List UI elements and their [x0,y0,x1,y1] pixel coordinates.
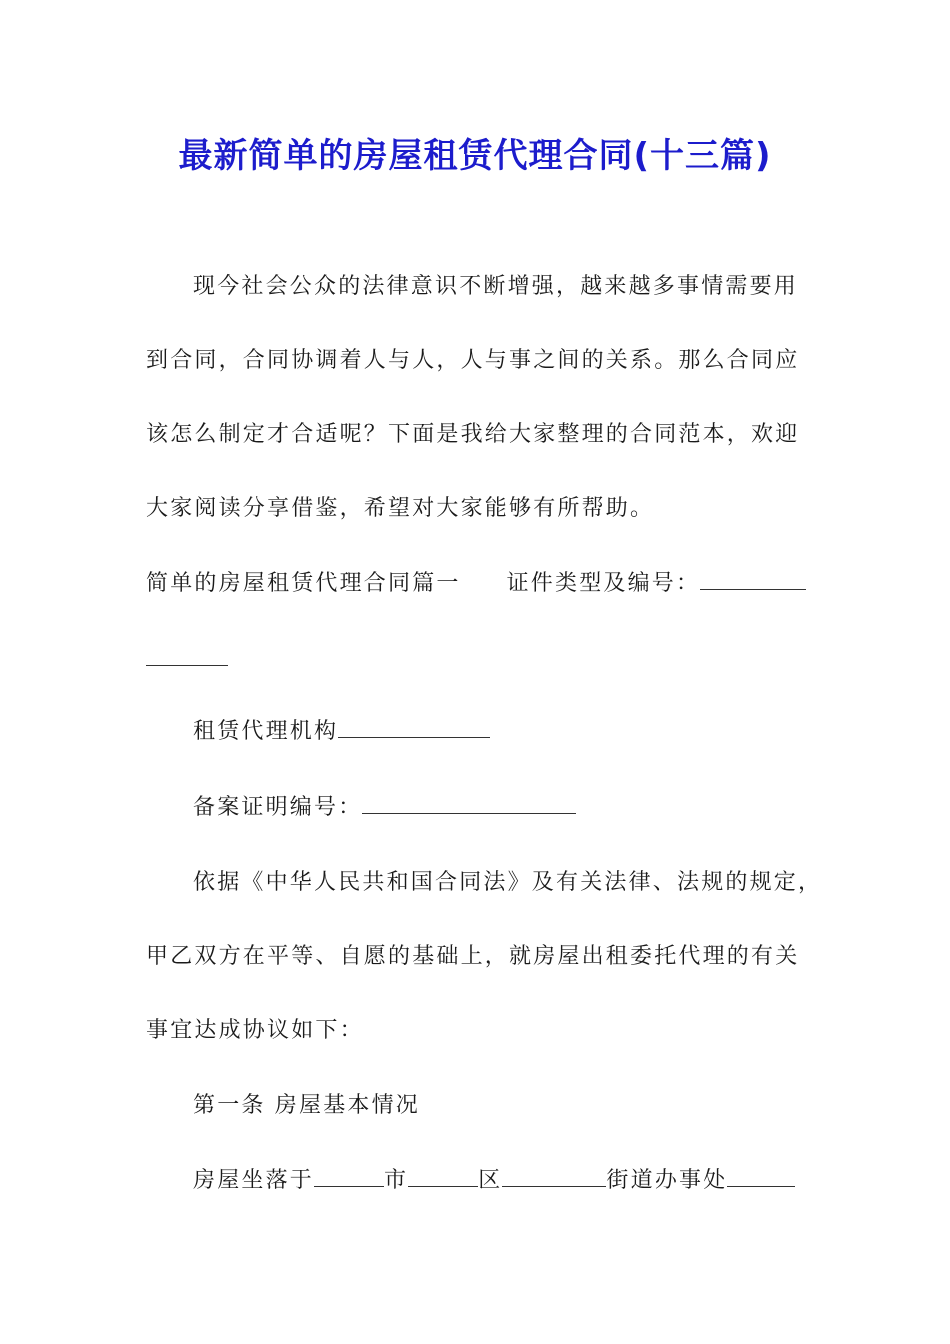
section-1-heading: 简单的房屋租赁代理合同篇一 [146,571,461,596]
agency-blank [338,719,490,738]
street-blank [502,1168,606,1187]
record-number-blank [362,795,576,814]
intro-line-1: 现今社会公众的法律意识不断增强，越来越多事情需要用 [193,274,799,299]
location-line [193,1166,795,1196]
city-label: 市 [384,1168,409,1193]
basis-line-2: 甲乙双方在平等、自愿的基础上，就房屋出租委托代理的有关 [146,944,800,969]
intro-line-4: 大家阅读分享借鉴，希望对大家能够有所帮助。 [146,496,655,521]
cert-type-blank-continued [146,665,228,666]
agency-line [193,717,490,747]
district-label: 区 [478,1168,503,1193]
document-title: 最新简单的房屋租赁代理合同(十三篇) [178,136,772,176]
article-1-heading: 第一条 房屋基本情况 [193,1093,420,1118]
record-number-label: 备案证明编号： [193,795,363,820]
section-1-line [146,569,806,599]
cert-type-label: 证件类型及编号： [506,571,701,596]
basis-line-1: 依据《中华人民共和国合同法》及有关法律、法规的规定， [193,870,823,895]
district-blank [408,1168,478,1187]
location-prefix: 房屋坐落于 [193,1168,315,1193]
intro-line-2: 到合同，合同协调着人与人，人与事之间的关系。那么合同应 [146,348,800,373]
street-office-blank [727,1168,795,1187]
record-number-line [193,793,576,823]
agency-label: 租赁代理机构 [193,719,339,744]
city-blank [314,1168,384,1187]
street-office-label: 街道办事处 [606,1168,728,1193]
basis-line-3: 事宜达成协议如下： [146,1018,364,1043]
intro-line-3: 该怎么制定才合适呢？下面是我给大家整理的合同范本，欢迎 [146,422,800,447]
cert-type-blank [700,571,806,590]
